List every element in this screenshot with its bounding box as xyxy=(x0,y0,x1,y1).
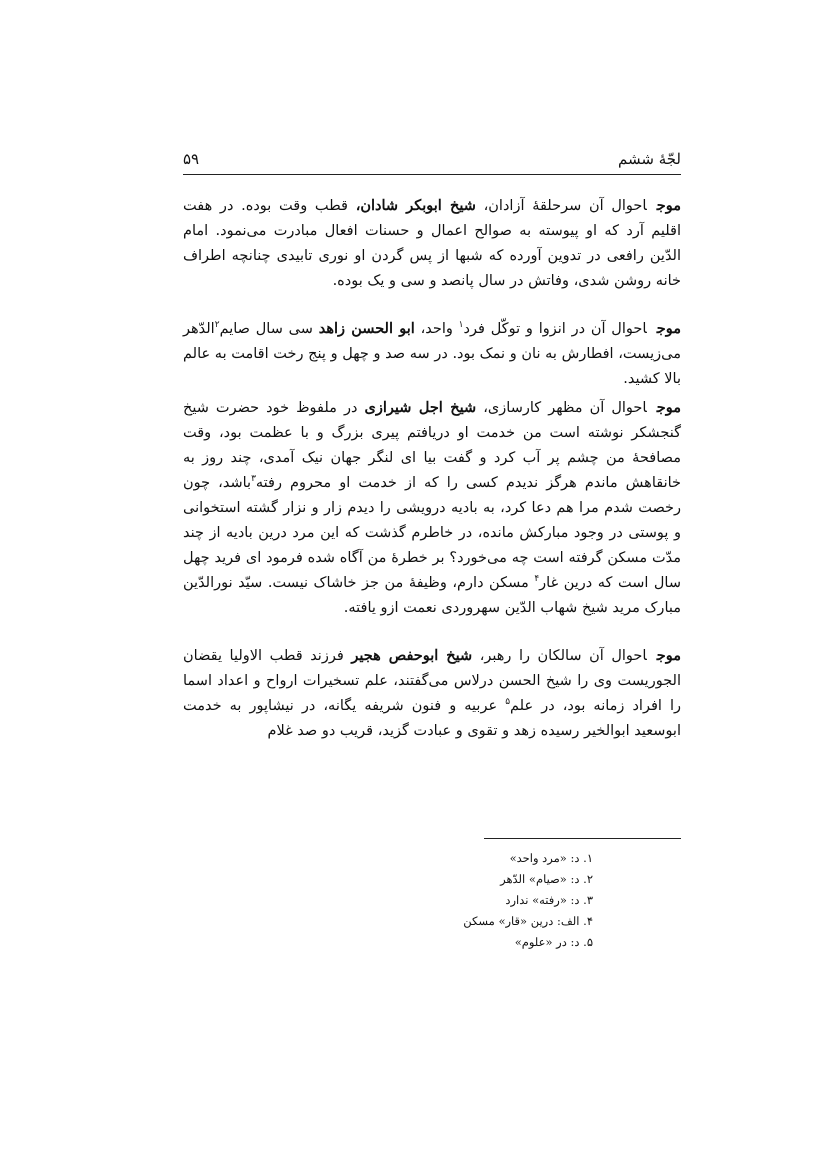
person-name: شیخ اجل شیرازی xyxy=(364,399,477,416)
paragraph-1 xyxy=(183,193,681,294)
text-run: احوال آن مظهر کارسازی، xyxy=(476,400,647,416)
mawj-keyword: موج xyxy=(656,399,681,416)
text-run: احوال آن سالکان را رهبر، xyxy=(472,648,647,664)
text-run: احوال آن در انزوا و توکّل فرد xyxy=(463,321,647,337)
text-run: عربیه و فنون شریفه یگانه، در نیشاپور به خدمت ابوسعید ابوالخیر رسیده زهد و تقوی و عبادت گزید، قریب دو صد غلام xyxy=(183,698,681,739)
text-run: سی سال صایم xyxy=(219,321,319,337)
chapter-title: لجّهٔ ششم xyxy=(618,150,681,168)
footnote: ۴. الف: درین «قار» مسکن xyxy=(463,914,593,928)
text-run: فرزند قطب الاولیا یقضان الجوریست وی را شیخ الحسن درلاس می‌گفتند، علم تسخیرات ارواح و اعداد اسما را افراد زمانه بود، در علم xyxy=(183,648,682,714)
paragraph-2 xyxy=(183,316,681,392)
footnotes xyxy=(183,848,681,953)
text-run: باشد، چون رخصت شدم مرا هم دعا کرد، به بادیه درویشی را دیدم زار و نزار گشته استخوانی و پوستی در وجود مبارکش مانده، در خاطرم گذشت که این مرد درین بادیه از چند مدّت مسکن گرفته است چه می‌خورد؟ بر خطرهٔ من آگاه شده فرمود ای فرید چهل سال است که درین غار xyxy=(183,475,681,591)
mawj-keyword: موج xyxy=(656,197,682,214)
person-name: شیخ ابوبکر شادان، xyxy=(355,197,476,214)
page-number: ۵۹ xyxy=(183,150,200,168)
text-run: الدّهر می‌زیست، افطارش به نان و نمک بود. در سه صد و چهل و پنج رخت اقامت به عالم بالا کشید. xyxy=(183,321,681,387)
footnote: ۲. د: «صیام» الدّهر xyxy=(500,872,593,886)
person-name: شیخ ابوحفص هجیر xyxy=(351,647,473,664)
footnote-ref: ۱ xyxy=(458,320,464,331)
main-text xyxy=(183,193,681,744)
footnote: ۵. د: در «علوم» xyxy=(514,935,593,949)
text-run: واحد، xyxy=(414,321,459,337)
footnote: ۳. د: «رفته» ندارد xyxy=(505,893,593,907)
text-run: قطب وقت بوده. در هفت اقلیم آرد که او پیوسته به صوالح اعمال و حسنات افعال مبادرت می‌نمود. امام الدّین رافعی در تدوین آورده که شبها از پس گردن او نوری تابیدی چنانچه اطراف خانه روشن شدی، وفاتش در سال پانصد و سی و یک بوده. xyxy=(183,198,681,289)
running-header xyxy=(183,150,681,175)
text-run: در ملفوظ خود حضرت شیخ گنجشکر نوشته است من خدمت او دریافتم پیری بزرگ و با عظمت بود، وقت مصافحهٔ من چشم پر آب کرد و گفت بیا ای لنگر جهان نیک آمدی، چند روز به خانقاهش ماندم هرگز ندیدم کسی را که از خدمت او محروم رفته xyxy=(183,400,681,491)
paragraph-3 xyxy=(183,395,681,621)
footnote-ref: ۳ xyxy=(251,474,256,485)
text-run: مسکن دارم، وظیفهٔ من جز خاشاک نیست. سیّد نورالدّین مبارک مرید شیخ شهاب الدّین سهروردی نعمت ازو یافته. xyxy=(183,575,681,616)
paragraph-4 xyxy=(183,643,681,744)
footnote-ref: ۴ xyxy=(534,574,540,585)
mawj-keyword: موج xyxy=(656,647,682,664)
text-run: احوال آن سرحلقهٔ آزادان، xyxy=(475,198,647,214)
person-name: ابو الحسن زاهد xyxy=(318,320,415,337)
footnote-ref: ۲ xyxy=(214,320,220,331)
footnote-ref: ۵ xyxy=(505,697,511,708)
mawj-keyword: موج xyxy=(656,320,681,337)
footnote-divider xyxy=(484,838,681,839)
footnote: ۱. د: «مرد واحد» xyxy=(509,851,593,865)
